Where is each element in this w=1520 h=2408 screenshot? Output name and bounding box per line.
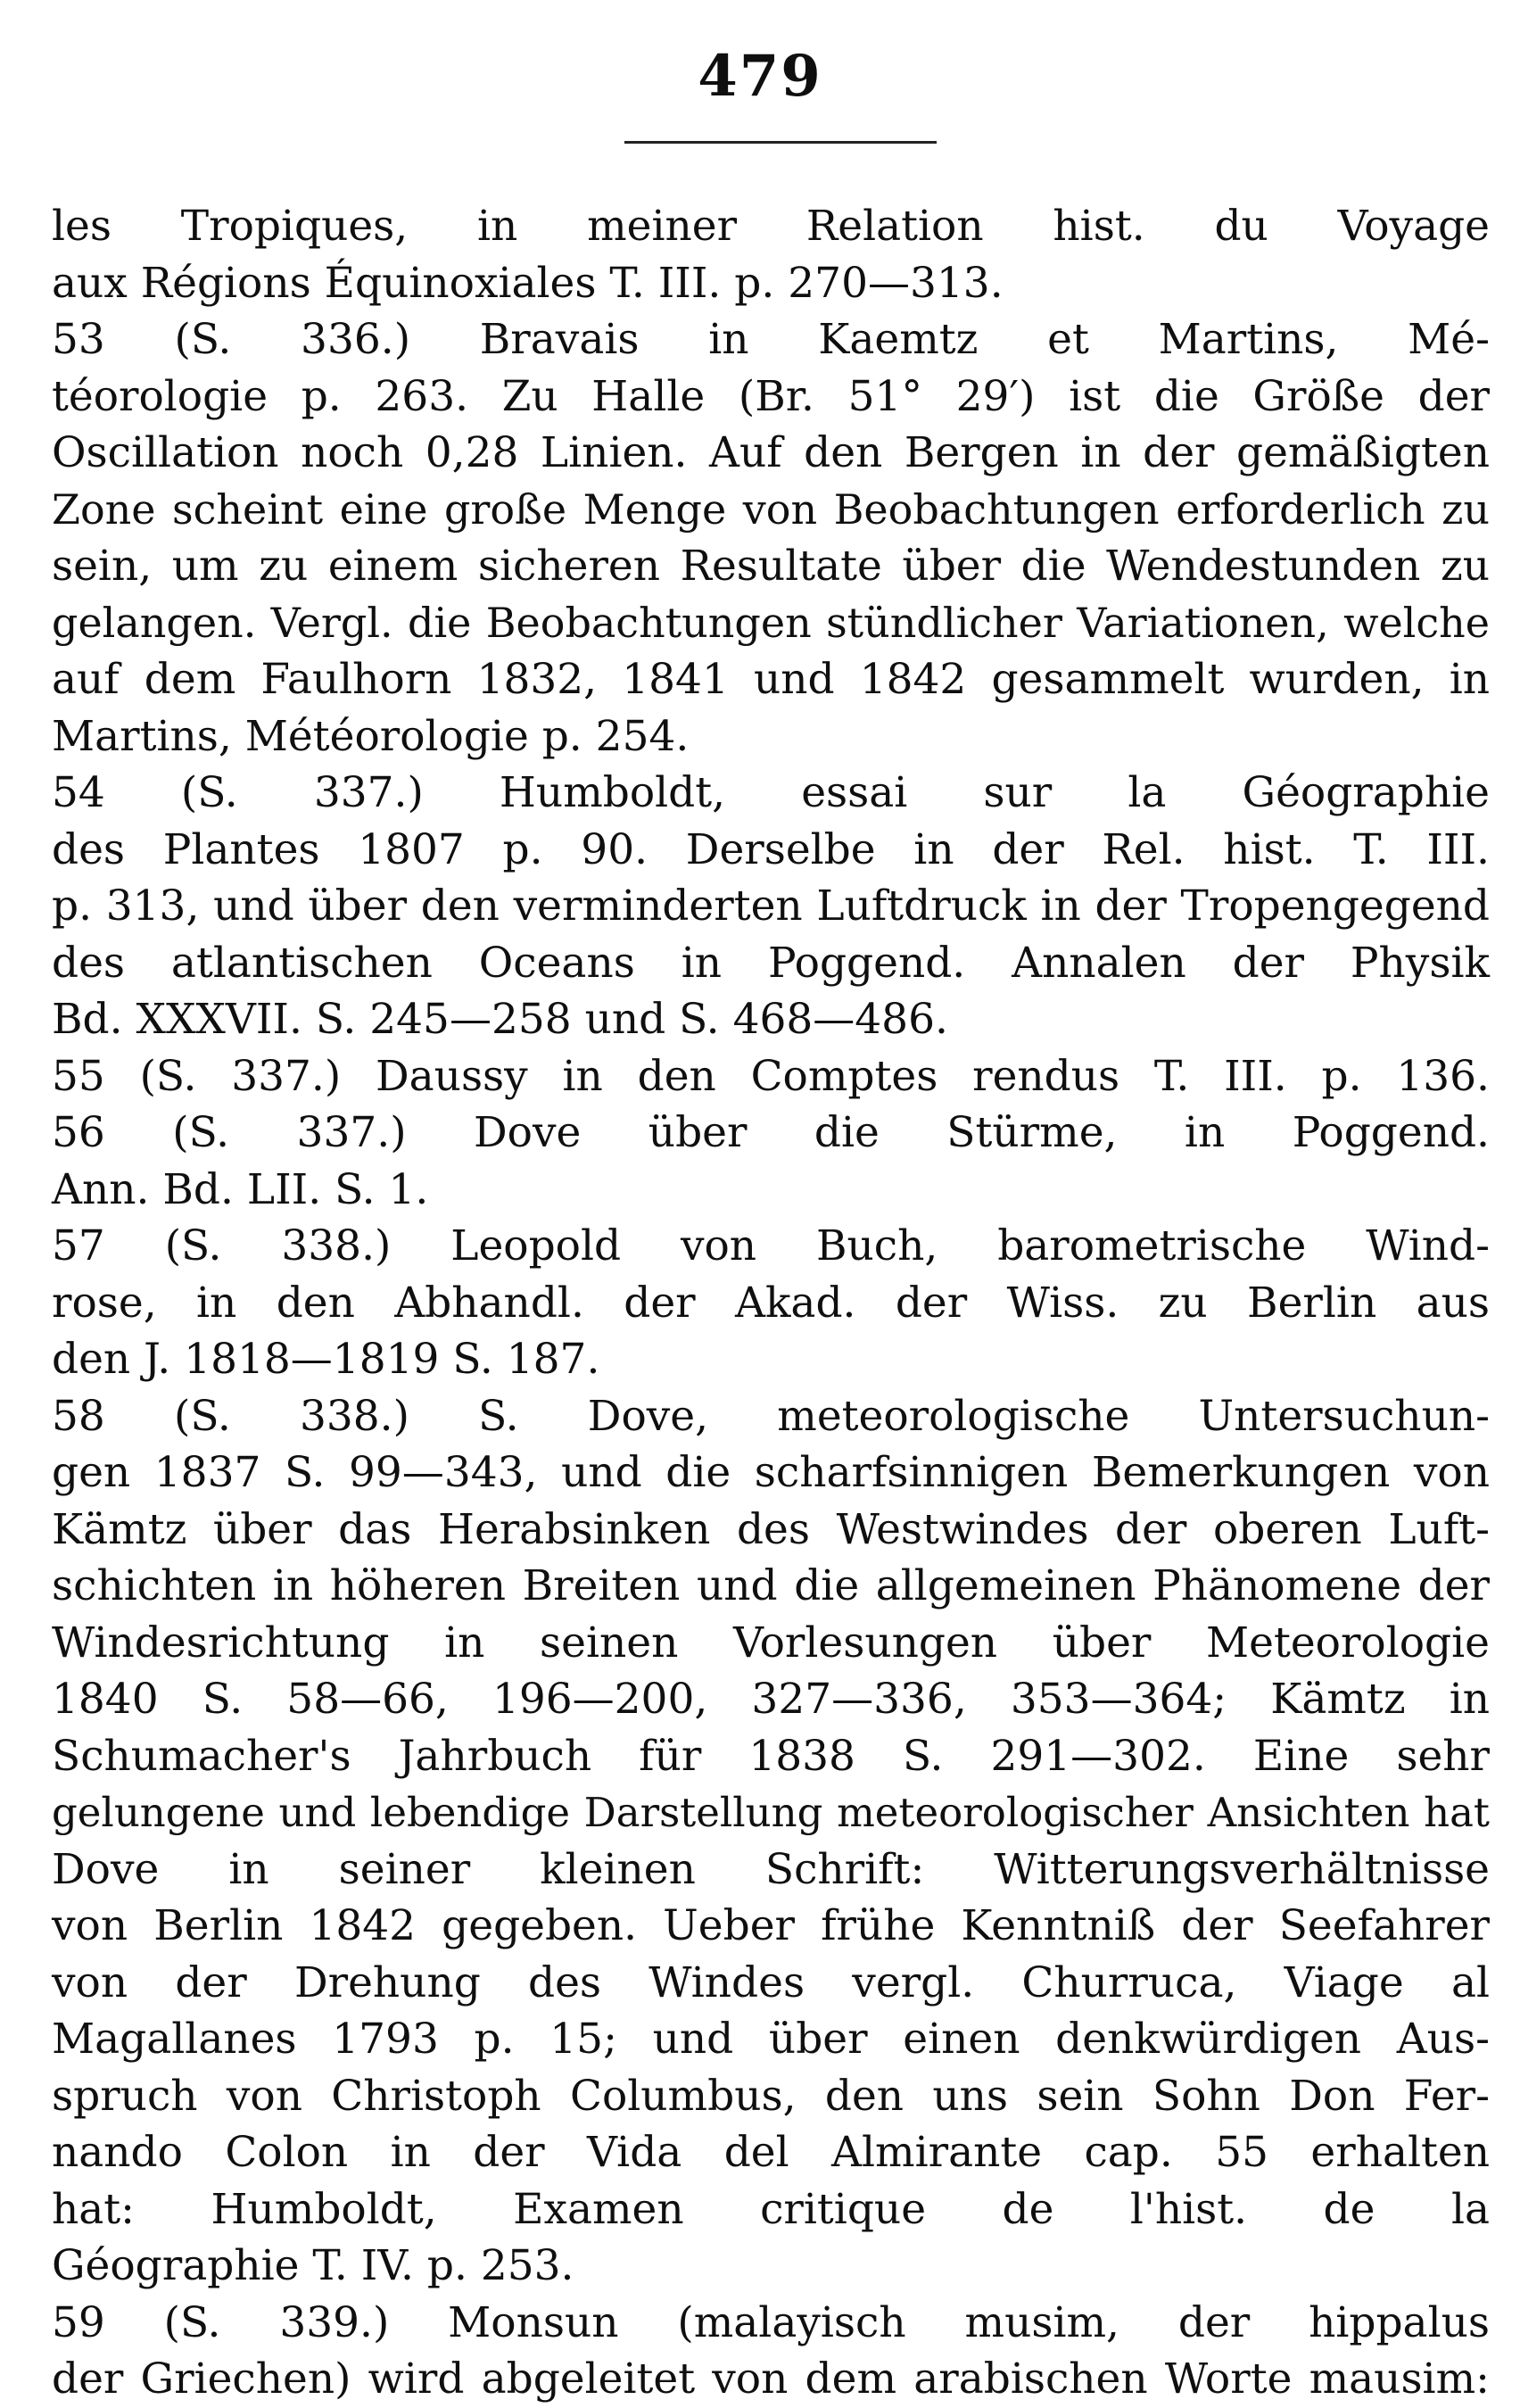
text-line: Magallanes 1793 p. 15; und über einen denkwürdigen Aus- <box>52 2015 1490 2064</box>
text-line: der Griechen) wird abgeleitet von dem arabischen Worte mausim: <box>52 2354 1490 2404</box>
text-line: Dove in seiner kleinen Schrift: Witterungsverhältnisse <box>52 1844 1490 1894</box>
text-line: 53 (S. 336.) Bravais in Kaemtz et Martins, Mé- <box>52 315 1490 364</box>
text-line: 57 (S. 338.) Leopold von Buch, barometrische Wind- <box>52 1221 1490 1270</box>
text-line: hat: Humboldt, Examen critique de l'hist. de la <box>52 2184 1490 2234</box>
text-line: schichten in höheren Breiten und die allgemeinen Phänomene der <box>52 1561 1490 1610</box>
text-line: auf dem Faulhorn 1832, 1841 und 1842 gesammelt wurden, in <box>52 655 1490 704</box>
text-line: 54 (S. 337.) Humboldt, essai sur la Géographie <box>52 768 1490 817</box>
text-line: gelungene und lebendige Darstellung meteorologischer Ansichten hat <box>52 1789 1490 1836</box>
text-line: rose, in den Abhandl. der Akad. der Wiss. zu Berlin aus <box>52 1278 1490 1328</box>
text-line: aux Régions Équinoxiales T. III. p. 270—313. <box>52 258 1004 308</box>
text-line: 59 (S. 339.) Monsun (malayisch musim, der hippalus <box>52 2297 1490 2347</box>
text-line: 56 (S. 337.) Dove über die Stürme, in Poggend. <box>52 1108 1490 1157</box>
text-line: des atlantischen Oceans in Poggend. Annalen der Physik <box>52 938 1490 988</box>
text-line: nando Colon in der Vida del Almirante cap. 55 erhalten <box>52 2128 1490 2177</box>
text-line: des Plantes 1807 p. 90. Derselbe in der Rel. hist. T. III. <box>52 824 1490 874</box>
text-line: 1840 S. 58—66, 196—200, 327—336, 353—364; Kämtz in <box>52 1675 1490 1724</box>
text-line: 58 (S. 338.) S. Dove, meteorologische Untersuchun- <box>52 1391 1490 1441</box>
text-line: Oscillation noch 0,28 Linien. Auf den Bergen in der gemäßigten <box>52 428 1490 477</box>
text-line: Bd. XXXVII. S. 245—258 und S. 468—486. <box>52 995 948 1044</box>
text-line: Zone scheint eine große Menge von Beobachtungen erforderlich zu <box>52 484 1490 534</box>
text-line: den J. 1818—1819 S. 187. <box>52 1335 600 1384</box>
text-line: Géographie T. IV. p. 253. <box>52 2241 574 2290</box>
text-line: Kämtz über das Herabsinken des Westwindes der oberen Luft- <box>52 1504 1490 1554</box>
text-line: von der Drehung des Windes vergl. Churruca, Viage al <box>52 1957 1490 2007</box>
text-line: spruch von Christoph Columbus, den uns sein Sohn Don Fer- <box>52 2071 1490 2121</box>
text-line: Ann. Bd. LII. S. 1. <box>52 1164 429 1214</box>
text-line: gelangen. Vergl. die Beobachtungen stündlicher Variationen, welche <box>52 598 1490 647</box>
text-line: Windesrichtung in seinen Vorlesungen über Meteorologie <box>52 1618 1490 1667</box>
text-line: les Tropiques, in meiner Relation hist. du Voyage <box>52 202 1490 251</box>
text-line: 55 (S. 337.) Daussy in den Comptes rendus T. III. p. 136. <box>52 1051 1490 1101</box>
footnotes-text <box>52 198 1490 2408</box>
text-line: von Berlin 1842 gegeben. Ueber frühe Kenntniß der Seefahrer <box>52 1901 1490 1950</box>
text-line: Martins, Météorologie p. 254. <box>52 711 690 761</box>
page-number: 479 <box>698 43 822 110</box>
text-line: gen 1837 S. 99—343, und die scharfsinnigen Bemerkungen von <box>52 1448 1490 1497</box>
text-line: sein, um zu einem sicheren Resultate über die Wendestunden zu <box>52 542 1490 591</box>
header-rule <box>624 141 937 144</box>
text-line: téorologie p. 263. Zu Halle (Br. 51° 29′) ist die Größe der <box>52 371 1490 421</box>
text-line: p. 313, und über den verminderten Luftdruck in der Tropengegend <box>52 881 1490 931</box>
text-line: Schumacher's Jahrbuch für 1838 S. 291—302. Eine sehr <box>52 1731 1490 1781</box>
